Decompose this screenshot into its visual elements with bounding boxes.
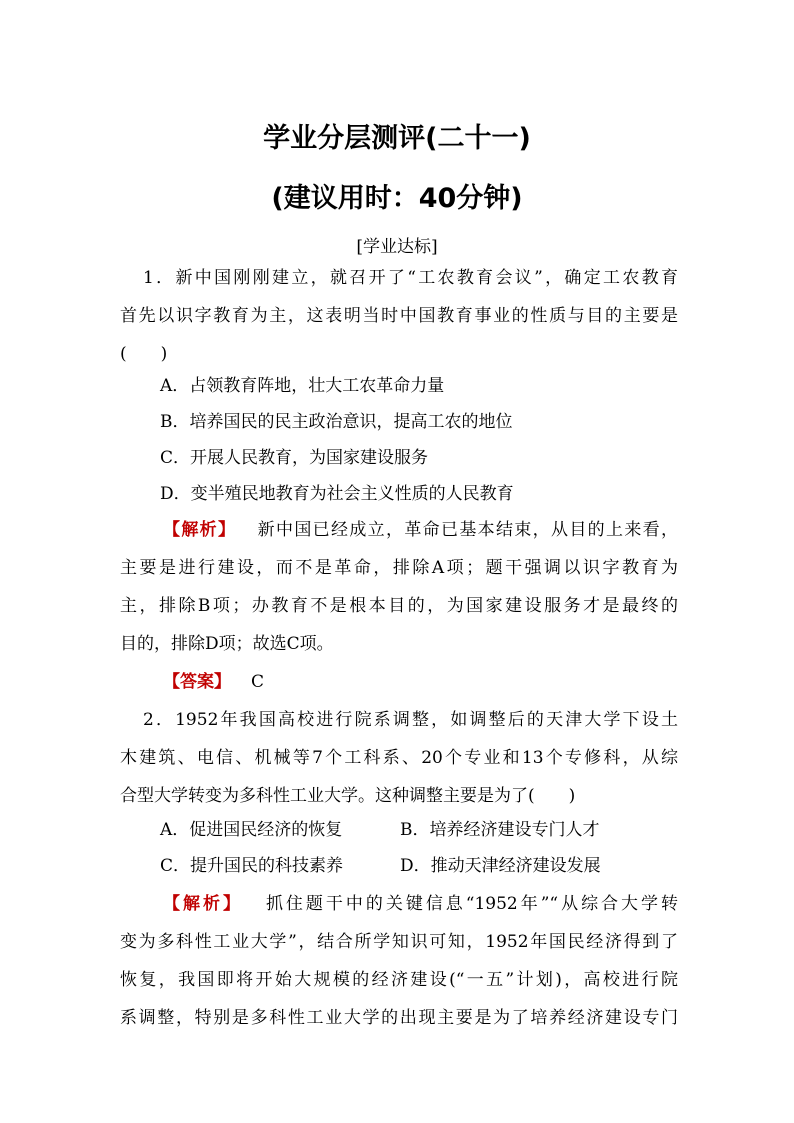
- q1-analysis-tag: 【解析】: [163, 520, 237, 540]
- q2-option-c: C．提升国民的科技素养: [160, 856, 344, 876]
- q2-options-row2: [160, 854, 601, 878]
- q2-option-b: B．培养经济建设专门人才: [400, 820, 600, 840]
- q1-option-a: A．占领教育阵地，壮大工农革命力量: [160, 376, 445, 396]
- q1-option-d: D．变半殖民地教育为社会主义性质的人民教育: [160, 484, 514, 504]
- q2-option-d: D．推动天津经济建设发展: [400, 856, 601, 876]
- q2-stem-line3: 合型大学转变为多科性工业大学。这种调整主要是为了( ): [120, 786, 576, 806]
- q2-options-row1: [160, 818, 600, 842]
- q1-analysis-line2: 主要是进行建设，而不是革命，排除A项；题干强调以识字教育为: [120, 558, 678, 578]
- q2-option-a: A．促进国民经济的恢复: [160, 820, 343, 840]
- q1-analysis-line3: 主，排除B项；办教育不是根本目的，为国家建设服务才是最终的: [120, 596, 678, 616]
- q1-stem-line3: ( ): [120, 344, 168, 364]
- q2-stem-line1: 2．1952年我国高校进行院系调整，如调整后的天津大学下设土: [143, 710, 678, 730]
- q1-answer-value: C: [251, 672, 265, 692]
- q2-analysis-line1: [163, 892, 678, 916]
- q2-analysis-line4: 系调整，特别是多科性工业大学的出现主要是为了培养经济建设专门: [120, 1008, 678, 1028]
- q2-stem-line2: 木建筑、电信、机械等7个工科系、20个专业和13个专修科，从综: [120, 748, 678, 768]
- q1-analysis-line4: 目的，排除D项；故选C项。: [120, 634, 334, 654]
- q1-answer-line: [163, 670, 264, 694]
- page-subtitle: (建议用时：40分钟): [271, 183, 523, 214]
- q1-analysis-line1: [163, 518, 678, 542]
- q1-analysis-text1: 新中国已经成立，革命已基本结束，从目的上来看，: [256, 520, 679, 540]
- q2-analysis-tag: 【解析】: [163, 894, 243, 914]
- q2-analysis-line3: 恢复，我国即将开始大规模的经济建设(“一五”计划)，高校进行院: [120, 970, 678, 990]
- q2-analysis-line2: 变为多科性工业大学”，结合所学知识可知，1952年国民经济得到了: [120, 932, 678, 952]
- section-heading: [学业达标]: [356, 237, 438, 257]
- q1-stem-line2: 首先以识字教育为主，这表明当时中国教育事业的性质与目的主要是: [120, 306, 678, 326]
- q1-stem-line1: 1．新中国刚刚建立，就召开了“工农教育会议”，确定工农教育: [143, 268, 678, 288]
- q2-analysis-text1: 抓住题干中的关键信息“1952年”“从综合大学转: [262, 894, 679, 914]
- q1-option-c: C．开展人民教育，为国家建设服务: [160, 448, 429, 468]
- page-title: 学业分层测评(二十一): [263, 123, 531, 154]
- q1-option-b: B．培养国民的民主政治意识，提高工农的地位: [160, 412, 513, 432]
- q1-answer-tag: 【答案】: [163, 672, 231, 692]
